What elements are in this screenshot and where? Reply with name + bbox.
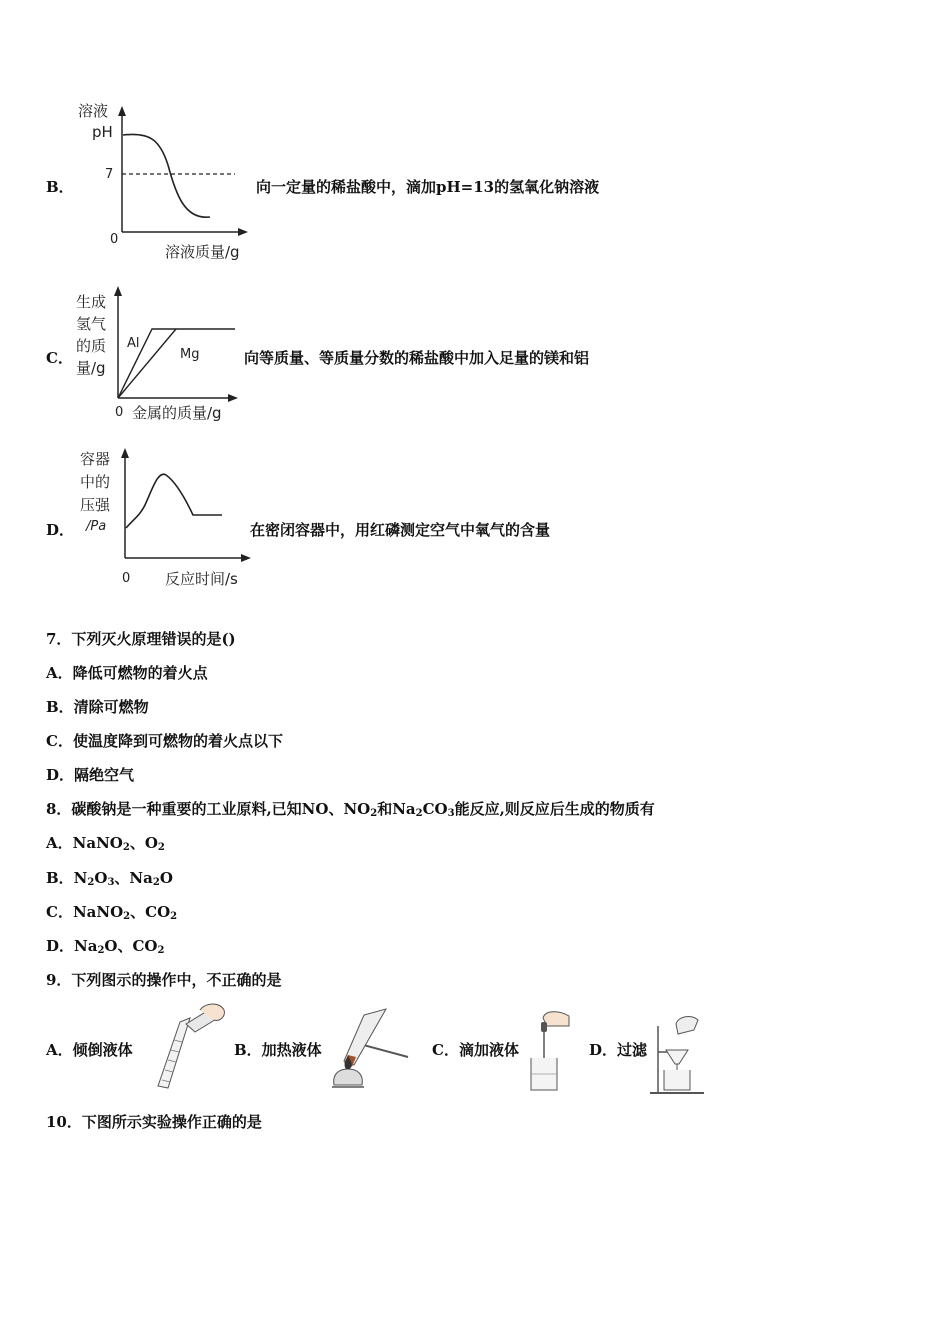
graph-d-origin: 0 <box>122 571 131 586</box>
graph-d-ylabel-4: /Pa <box>86 519 107 534</box>
graph-c-description: 向等质量、等质量分数的稀盐酸中加入足量的镁和铝 <box>244 349 590 367</box>
graph-b-origin: 0 <box>110 232 119 247</box>
graph-d-curve <box>126 474 222 528</box>
q9-option-c: C．滴加液体 <box>432 1041 519 1059</box>
graph-b-ylabel-1: 溶液 <box>78 102 109 120</box>
q7-option-d: D．隔绝空气 <box>46 766 135 784</box>
graph-d-plot <box>0 0 950 600</box>
dropping-liquid-illustration <box>525 1008 575 1093</box>
graph-d-x-arrow <box>241 554 251 562</box>
graph-c-xlabel: 金属的质量/g <box>132 404 222 422</box>
graph-d-description: 在密闭容器中，用红磷测定空气中氧气的含量 <box>250 521 551 539</box>
option-b-letter: B． <box>46 178 74 196</box>
q8-option-a: A．NaNO$_2$、$O_2$ <box>46 834 165 853</box>
graph-c-al-label: Al <box>127 336 140 351</box>
heating-liquid-illustration <box>326 1005 416 1095</box>
filtration-illustration <box>648 1010 708 1095</box>
graph-c-mg-label: Mg <box>180 347 200 362</box>
graph-c-origin: 0 <box>115 405 124 420</box>
graph-c-ylabel-1: 生成 <box>76 293 107 311</box>
graph-b-ylabel-2: pH <box>92 123 113 141</box>
q8-option-d: D．$Na_2O$、$CO_2$ <box>46 937 165 956</box>
graph-b-tick-7: 7 <box>105 167 114 182</box>
q9-option-a: A．倾倒液体 <box>46 1041 133 1059</box>
q9-option-d: D．过滤 <box>589 1041 648 1059</box>
q9-option-b: B．加热液体 <box>234 1041 322 1059</box>
graph-d-y-arrow <box>121 448 129 458</box>
graph-b-xlabel: 溶液质量/g <box>165 243 240 261</box>
pouring-liquid-illustration <box>140 1000 230 1095</box>
graph-c-ylabel-4: 量/g <box>76 359 106 377</box>
graph-d-ylabel-2: 中的 <box>80 473 111 491</box>
q8-option-c: C．NaNO$_2$、$CO_2$ <box>46 903 178 922</box>
graph-d-ylabel-1: 容器 <box>80 450 111 468</box>
q8-option-b: B．$N_2O_3$、$Na_2O$ <box>46 869 173 888</box>
q9-stem: 9．下列图示的操作中，不正确的是 <box>46 971 282 989</box>
graph-c-ylabel-3: 的质 <box>76 337 107 355</box>
graph-b-description: 向一定量的稀盐酸中，滴加pH=13的氢氧化钠溶液 <box>256 178 600 196</box>
graph-d-xlabel: 反应时间/s <box>165 570 238 588</box>
q8-stem: 8．碳酸钠是一种重要的工业原料,已知NO、$NO_2$和$Na_2CO_3$能反应,则反应后生成的物质有 <box>46 800 655 819</box>
option-c-letter: C． <box>46 349 73 367</box>
q7-option-a: A．降低可燃物的着火点 <box>46 664 208 682</box>
q7-option-b: B．清除可燃物 <box>46 698 149 716</box>
q10-stem: 10．下图所示实验操作正确的是 <box>46 1113 262 1131</box>
graph-c-ylabel-2: 氢气 <box>76 315 107 333</box>
q7-stem: 7．下列灭火原理错误的是() <box>46 630 236 648</box>
option-d-letter: D． <box>46 521 75 539</box>
q7-option-c: C．使温度降到可燃物的着火点以下 <box>46 732 283 750</box>
graph-d-ylabel-3: 压强 <box>80 496 111 514</box>
